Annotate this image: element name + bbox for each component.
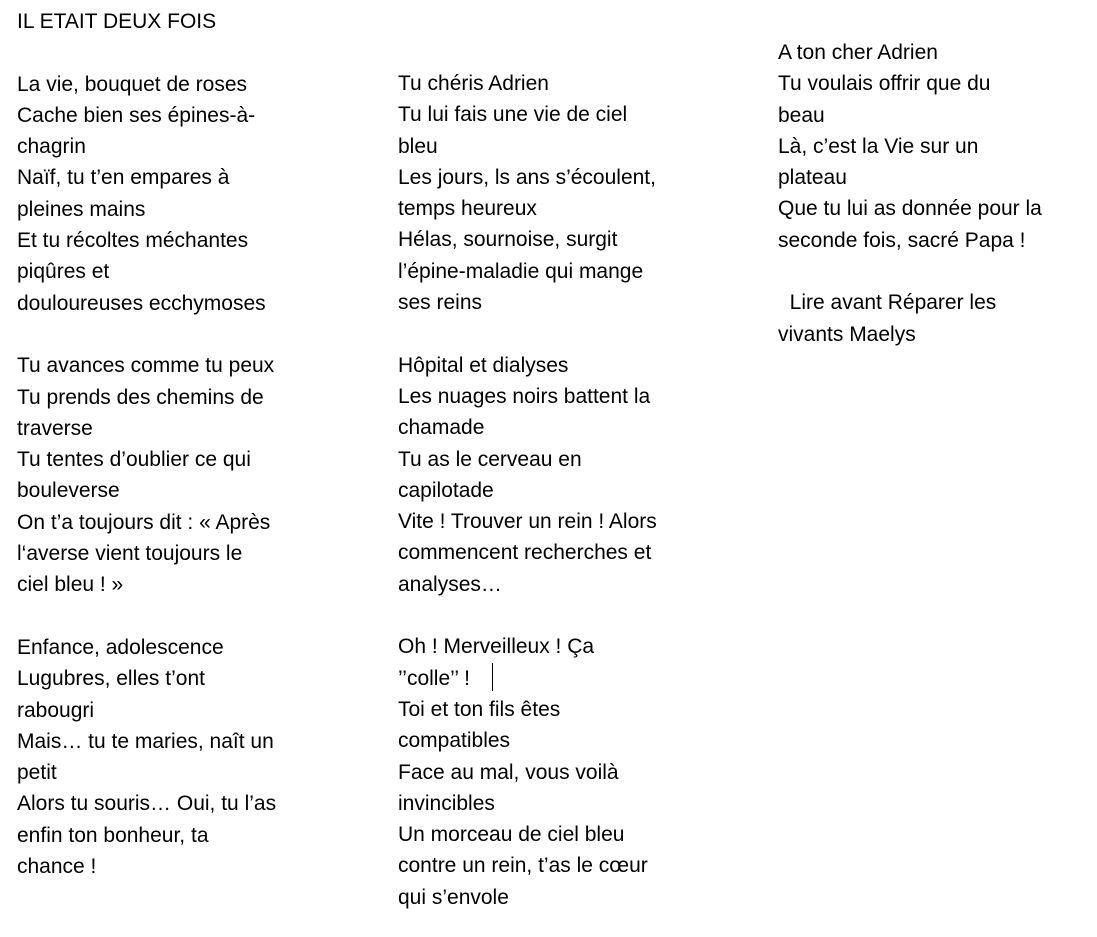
verse-line[interactable]: chagrin (17, 135, 86, 159)
stanza (778, 37, 1088, 256)
verse-line[interactable]: Et tu récoltes méchantes (17, 229, 249, 253)
stanza (17, 69, 347, 319)
poem-title: IL ETAIT DEUX FOIS (17, 10, 217, 33)
verse-line[interactable]: douloureuses ecchymoses (17, 291, 266, 315)
verse-line[interactable]: Tu tentes d’oublier ce qui (17, 448, 251, 472)
verse-line[interactable]: bouleverse (17, 479, 120, 503)
verse-line[interactable]: Les nuages noirs battent la (398, 384, 651, 408)
note (778, 287, 1088, 350)
verse-line[interactable]: analyses… (398, 572, 502, 596)
verse-line[interactable]: Tu as le cerveau en (398, 447, 582, 471)
verse-line[interactable]: Toi et ton fils êtes (398, 697, 561, 721)
verse-line[interactable]: Tu voulais offrir que du (778, 72, 991, 96)
blank-line (778, 256, 1088, 287)
verse-line[interactable]: temps heureux (398, 197, 537, 221)
verse-line[interactable]: Tu prends des chemins de (17, 385, 264, 409)
verse-line[interactable]: l’épine-maladie qui mange (398, 259, 644, 283)
verse-line[interactable]: petit (17, 761, 57, 785)
verse-line[interactable]: qui s’envole (398, 885, 509, 909)
verse-line[interactable]: ciel bleu ! » (17, 573, 124, 597)
verse-line[interactable]: Oh ! Merveilleux ! Ça (398, 635, 595, 659)
column-1 (17, 6, 347, 882)
verse-line[interactable]: compatibles (398, 729, 511, 753)
verse-line[interactable]: chamade (398, 416, 485, 440)
verse-line[interactable]: Les jours, ls ans s’écoulent, (398, 165, 656, 189)
verse-line[interactable]: beau (778, 103, 825, 127)
column-3 (778, 37, 1088, 350)
verse-line[interactable]: Alors tu souris… Oui, tu l’as (17, 792, 277, 816)
verse-line[interactable]: commencent recherches et (398, 541, 652, 565)
stanza (17, 350, 347, 600)
blank-line (398, 318, 728, 349)
verse-line[interactable]: Naïf, tu t’en empares à (17, 166, 230, 190)
verse-line[interactable]: La vie, bouquet de roses (17, 72, 247, 96)
verse-line[interactable]: contre un rein, t’as le cœur (398, 854, 648, 878)
verse-line[interactable]: On t’a toujours dit : « Après (17, 510, 271, 534)
stanza (398, 631, 728, 913)
verse-line[interactable]: Un morceau de ciel bleu (398, 823, 625, 847)
verse-line[interactable]: Enfance, adolescence (17, 635, 224, 659)
verse-line[interactable]: Tu chéris Adrien (398, 72, 549, 95)
verse-line[interactable]: plateau (778, 166, 847, 190)
verse-line[interactable]: bleu (398, 134, 438, 158)
stanza (398, 350, 728, 600)
blank-line (17, 601, 347, 632)
verse-line[interactable]: rabougri (17, 698, 95, 722)
verse-line[interactable]: Tu avances comme tu peux (17, 354, 275, 378)
stanza (17, 632, 347, 882)
verse-line[interactable]: pleines mains (17, 197, 146, 221)
note-line[interactable]: vivants Maelys (778, 322, 916, 346)
verse-line[interactable]: Tu lui fais une vie de ciel (398, 103, 628, 127)
text-cursor (492, 663, 493, 691)
blank-line (398, 600, 728, 631)
verse-line[interactable]: invincibles (398, 791, 495, 815)
verse-line[interactable]: l‘averse vient toujours le (17, 542, 243, 566)
verse-line[interactable]: Vite ! Trouver un rein ! Alors (398, 510, 657, 534)
verse-line[interactable]: Hélas, sournoise, surgit (398, 228, 618, 252)
blank-line (17, 319, 347, 350)
verse-line[interactable]: Que tu lui as donnée pour la (778, 197, 1042, 221)
verse-line[interactable]: capilotade (398, 478, 494, 502)
verse-line[interactable]: A ton cher Adrien (778, 41, 938, 64)
note-line[interactable]: Lire avant Réparer les (778, 291, 997, 315)
verse-line[interactable]: Là, c’est la Vie sur un (778, 134, 979, 158)
verse-line[interactable]: piqûres et (17, 260, 110, 284)
column-2 (398, 68, 728, 913)
verse-line[interactable]: enfin ton bonheur, ta (17, 823, 209, 847)
verse-line[interactable]: Face au mal, vous voilà (398, 760, 619, 784)
verse-line-with-cursor[interactable] (398, 663, 728, 694)
verse-line[interactable]: seconde fois, sacré Papa ! (778, 228, 1026, 252)
verse-line[interactable]: chance ! (17, 855, 97, 879)
verse-text[interactable]: ’’colle’’ ! (398, 666, 470, 690)
verse-line[interactable]: Lugubres, elles t’ont (17, 667, 205, 691)
blank-line (17, 37, 347, 68)
verse-line[interactable]: Cache bien ses épines-à- (17, 103, 256, 127)
verse-line[interactable]: traverse (17, 416, 93, 440)
verse-line[interactable]: Hôpital et dialyses (398, 353, 569, 377)
verse-line[interactable]: ses reins (398, 291, 483, 315)
stanza (398, 68, 728, 318)
verse-line[interactable]: Mais… tu te maries, naît un (17, 729, 274, 753)
